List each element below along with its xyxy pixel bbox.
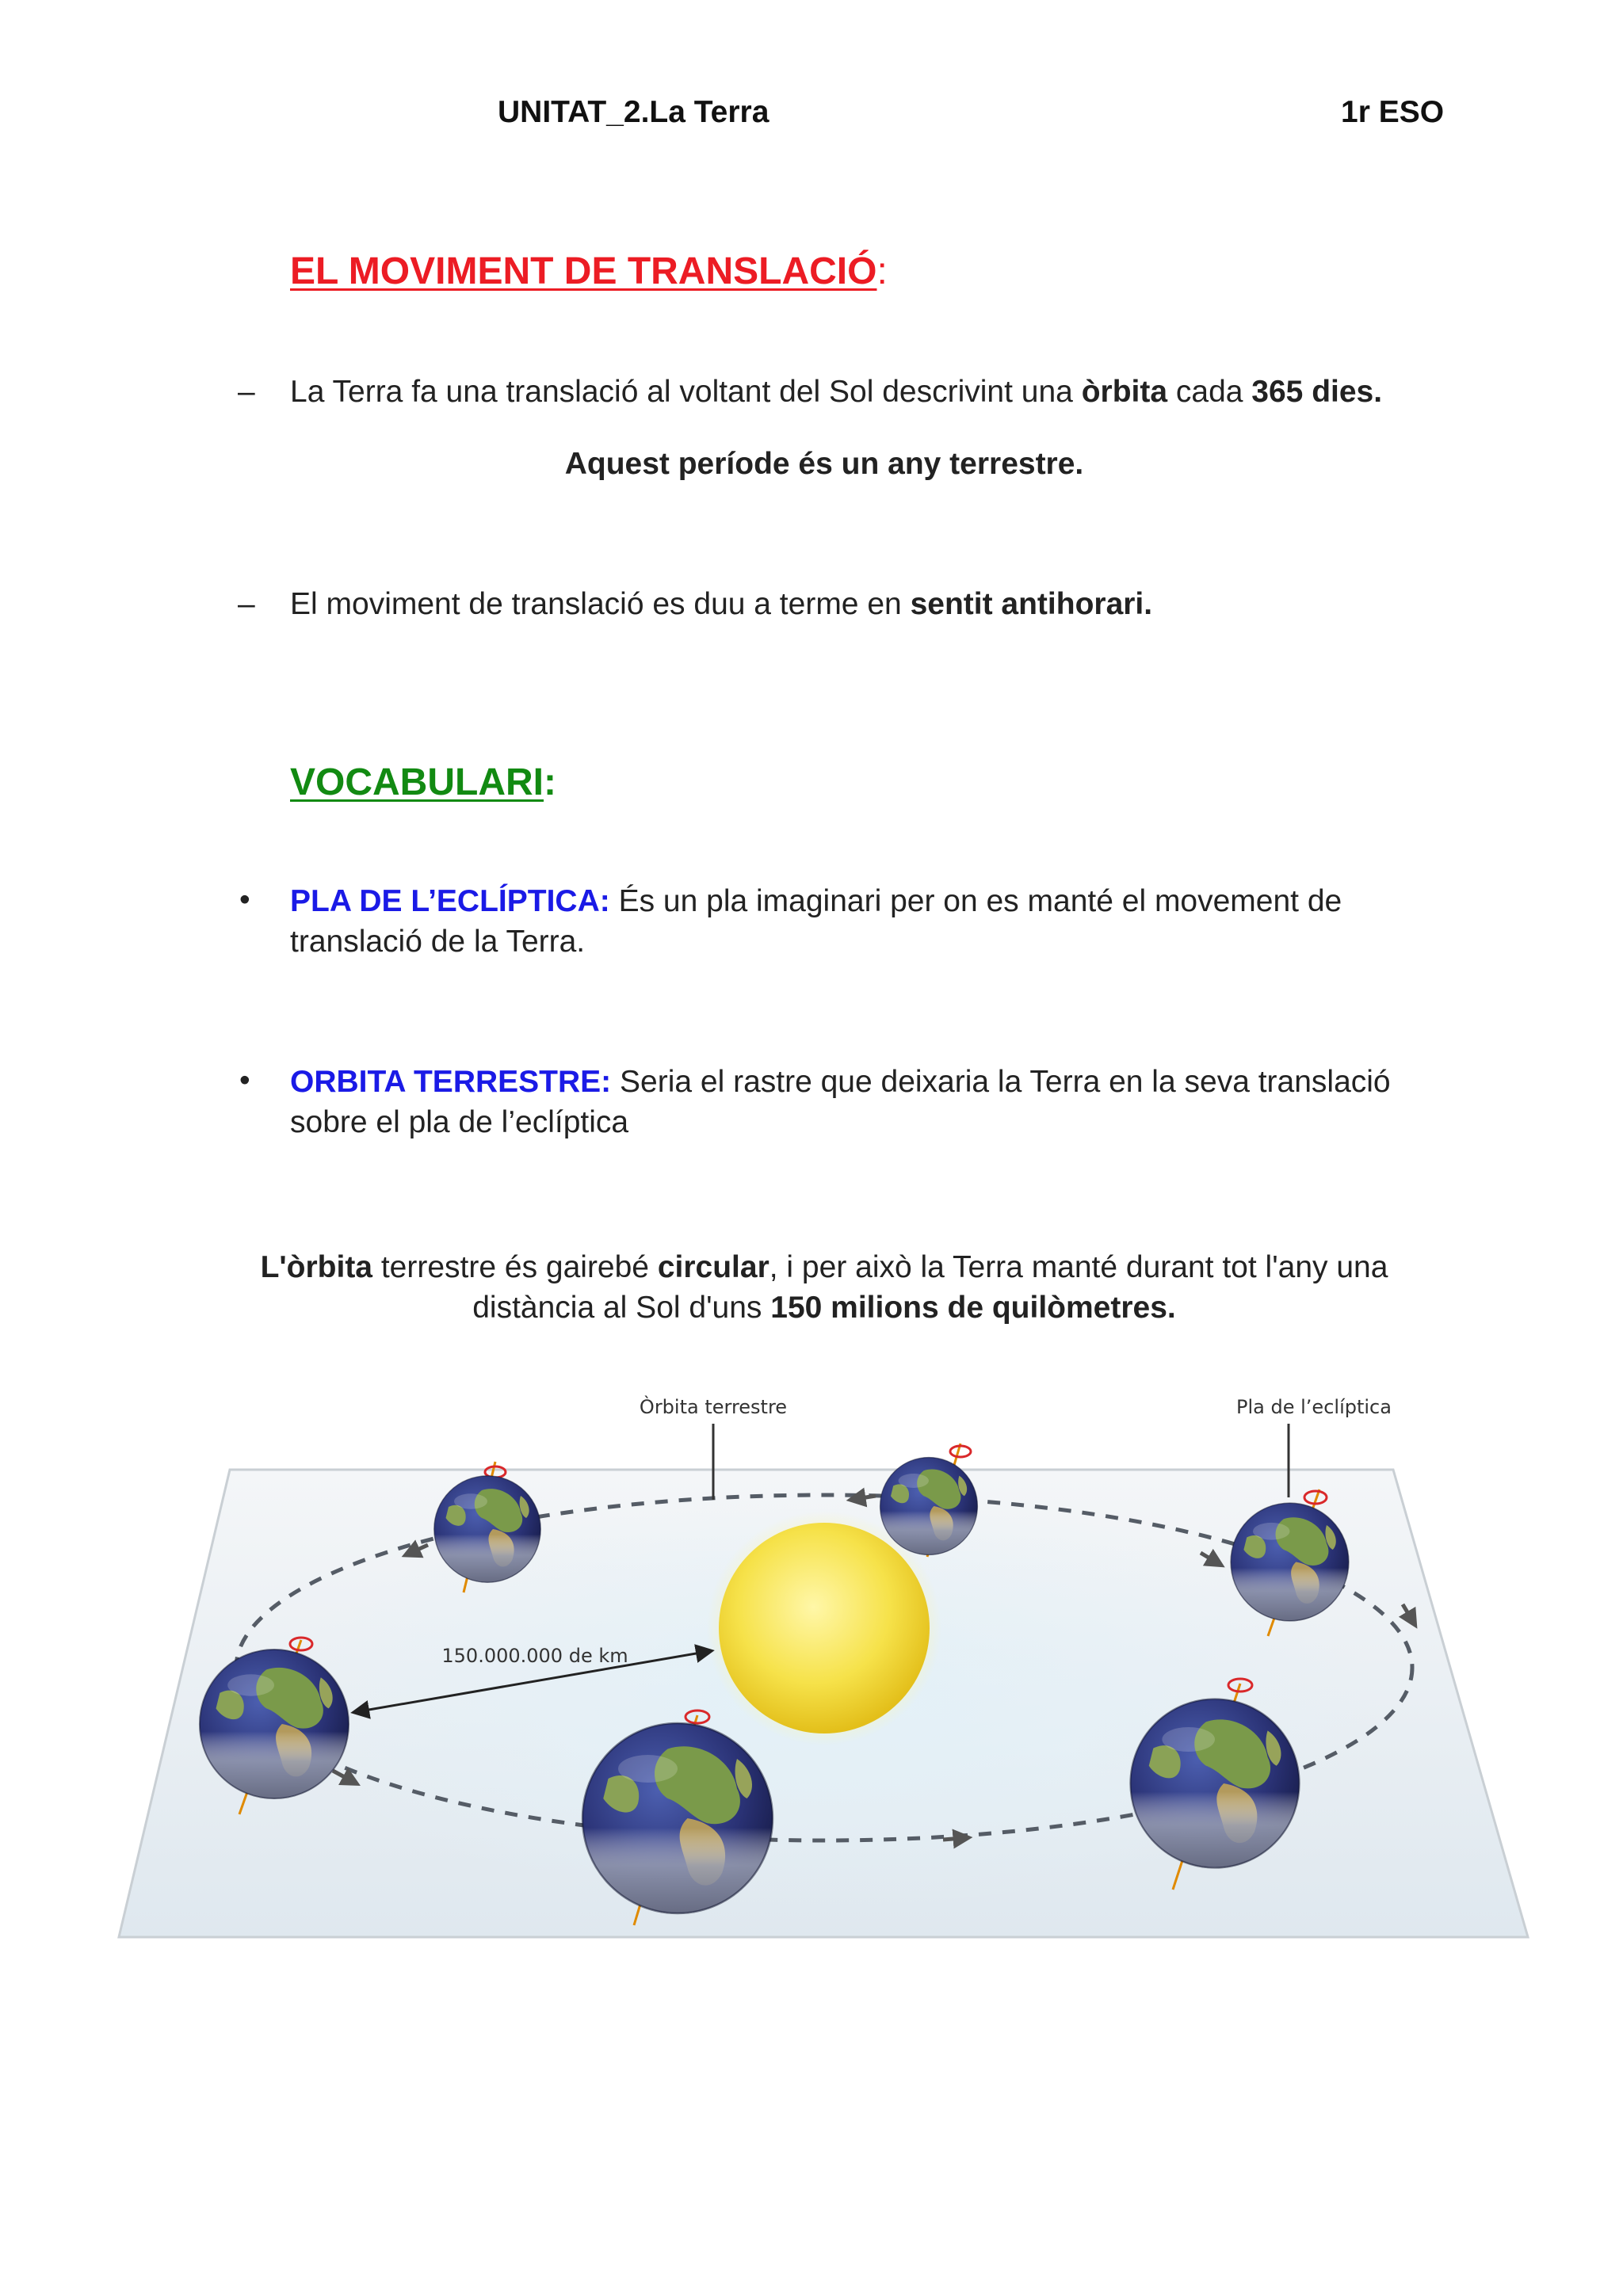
dash-marker: – — [238, 587, 255, 621]
translation-fact-1: La Terra fa una translació al voltant del Sol descrivint una òrbita cada 365 dies. — [290, 375, 1383, 409]
label-distance: 150.000.000 de km — [441, 1645, 628, 1667]
section-title-text: EL MOVIMENT DE TRANSLACIÓ — [290, 250, 877, 292]
section-title-colon: : — [876, 250, 888, 292]
vocab-item-orbit: ORBITA TERRESTRE: Seria el rastre que deixaria la Terra en la seva translació sobre el pla de l’eclíptica — [290, 1065, 1391, 1139]
header-unit: UNITAT_2.La Terra — [498, 95, 769, 129]
dash-marker: – — [238, 375, 255, 409]
bullet-marker: • — [239, 1063, 250, 1097]
header-grade: 1r ESO — [1341, 95, 1445, 129]
orbit-direction-arrow — [943, 1838, 963, 1840]
section-title-text: VOCABULARI — [290, 761, 544, 803]
sun — [719, 1523, 930, 1733]
label-orbit: Òrbita terrestre — [639, 1396, 788, 1418]
translation-period-note: Aquest període és un any terrestre. — [564, 447, 1084, 481]
earth-top-middle — [880, 1444, 978, 1557]
label-ecliptic: Pla de l’eclíptica — [1236, 1396, 1392, 1418]
vocab-item-ecliptic: PLA DE L’ECLÍPTICA: És un pla imaginari per on es manté el movement de translació de la Terra. — [290, 884, 1342, 959]
translation-fact-2: El moviment de translació es duu a terme en sentit antihorari. — [290, 587, 1153, 621]
section-title-colon: : — [544, 761, 556, 803]
orbit-summary: L'òrbita terrestre és gairebé circular, i per això la Terra manté durant tot l'any una distància al Sol d'uns 150 milions de quilòmetres. — [260, 1250, 1388, 1325]
bullet-marker: • — [239, 883, 250, 917]
